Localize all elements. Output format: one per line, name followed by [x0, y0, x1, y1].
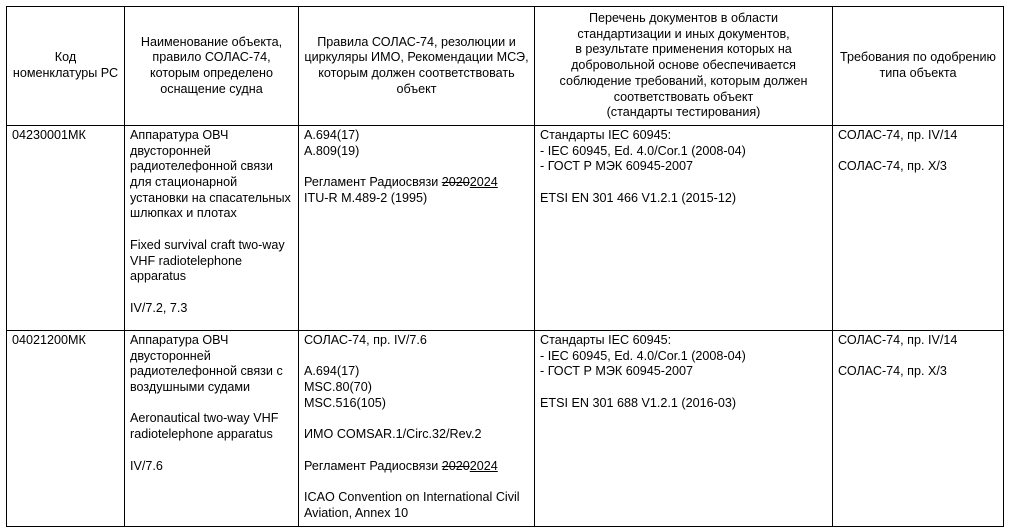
header-row: [7, 7, 1004, 126]
product-code: 04230001МК: [12, 127, 86, 142]
header-standards-line: стандартизации и иных документов,: [577, 26, 790, 41]
cell-standards: [535, 330, 833, 526]
header-standards-line: соблюдение требований, которым должен: [559, 73, 808, 88]
etsi-standard: ETSI EN 301 466 V1.2.1 (2015-12): [540, 190, 737, 205]
etsi-standard: ETSI EN 301 688 V1.2.1 (2016-03): [540, 395, 737, 410]
header-standards-line: в результате применения которых на: [575, 42, 792, 57]
name-en: Fixed survival craft two-way VHF radiotelephone apparatus: [130, 237, 285, 284]
solas-rule: IV/7.2, 7.3: [130, 300, 188, 315]
standard-item: - IEC 60945, Ed. 4.0/Cor.1 (2008-04): [540, 348, 746, 363]
inserted-year: 2024: [469, 458, 498, 473]
cell-approval: [833, 330, 1004, 526]
approval-requirement: СОЛАС-74, пр. X/3: [838, 159, 947, 174]
radio-regulations: [304, 175, 529, 191]
req-resolution: A.694(17): [304, 364, 360, 379]
standards-title: Стандарты IEC 60945:: [540, 127, 672, 142]
name-ru: Аппаратура ОВЧ двусторонней радиотелефонной связи с воздушными судами: [130, 332, 283, 395]
standard-item: - ГОСТ Р МЭК 60945-2007: [540, 364, 693, 379]
header-approval: Требования по одобрению типа объекта: [833, 7, 1004, 126]
deleted-year: 2020: [441, 175, 470, 190]
cell-requirements: [299, 125, 535, 330]
approval-requirement: СОЛАС-74, пр. IV/14: [838, 332, 958, 347]
req-solas: СОЛАС-74, пр. IV/7.6: [304, 332, 427, 347]
product-code: 04021200МК: [12, 332, 86, 347]
header-name: Наименование объекта, правило СОЛАС-74, которым определено оснащение судна: [125, 7, 299, 126]
inserted-year: 2024: [469, 175, 498, 190]
cell-name: [125, 330, 299, 526]
req-resolution: MSC.516(105): [304, 395, 386, 410]
header-standards-line: соответствовать объект: [613, 89, 754, 104]
cell-name: [125, 125, 299, 330]
name-ru: Аппаратура ОВЧ двусторонней радиотелефонной связи для стационарной установки на спасательных шлюпках и плотах: [130, 127, 291, 221]
header-standards-line: добровольной основе обеспечивается: [571, 58, 796, 73]
cell-requirements: [299, 330, 535, 526]
deleted-year: 2020: [441, 458, 470, 473]
table-row: [7, 330, 1004, 526]
standard-item: - IEC 60945, Ed. 4.0/Cor.1 (2008-04): [540, 143, 746, 158]
table-row: [7, 125, 1004, 330]
cell-approval: [833, 125, 1004, 330]
approval-requirement: СОЛАС-74, пр. IV/14: [838, 127, 958, 142]
header-code: Код номенклатуры РС: [7, 7, 125, 126]
header-requirements: Правила СОЛАС-74, резолюции и циркуляры ИМО, Рекомендации МСЭ, которым должен соответствовать объект: [299, 7, 535, 126]
standards-title: Стандарты IEC 60945:: [540, 332, 672, 347]
req-circular: ИМО COMSAR.1/Circ.32/Rev.2: [304, 427, 482, 442]
icao-convention: ICAO Convention on International Civil Aviation, Annex 10: [304, 489, 520, 520]
equipment-table: [6, 6, 1004, 527]
header-standards: [535, 7, 833, 126]
req-resolution: MSC.80(70): [304, 380, 372, 395]
cell-code: [7, 330, 125, 526]
standard-item: - ГОСТ Р МЭК 60945-2007: [540, 159, 693, 174]
approval-requirement: СОЛАС-74, пр. X/3: [838, 364, 947, 379]
req-resolution: A.694(17): [304, 127, 360, 142]
solas-rule: IV/7.6: [130, 458, 163, 473]
header-standards-line: (стандарты тестирования): [606, 105, 761, 120]
radio-regulations: [304, 459, 529, 475]
header-standards-line: Перечень документов в области: [588, 11, 779, 25]
req-resolution: A.809(19): [304, 143, 360, 158]
itu-recommendation: ITU-R M.489-2 (1995): [304, 190, 428, 205]
radio-regulations-label: Регламент Радиосвязи: [304, 458, 442, 473]
cell-standards: [535, 125, 833, 330]
cell-code: [7, 125, 125, 330]
radio-regulations-label: Регламент Радиосвязи: [304, 175, 442, 190]
name-en: Aeronautical two-way VHF radiotelephone apparatus: [130, 411, 279, 442]
